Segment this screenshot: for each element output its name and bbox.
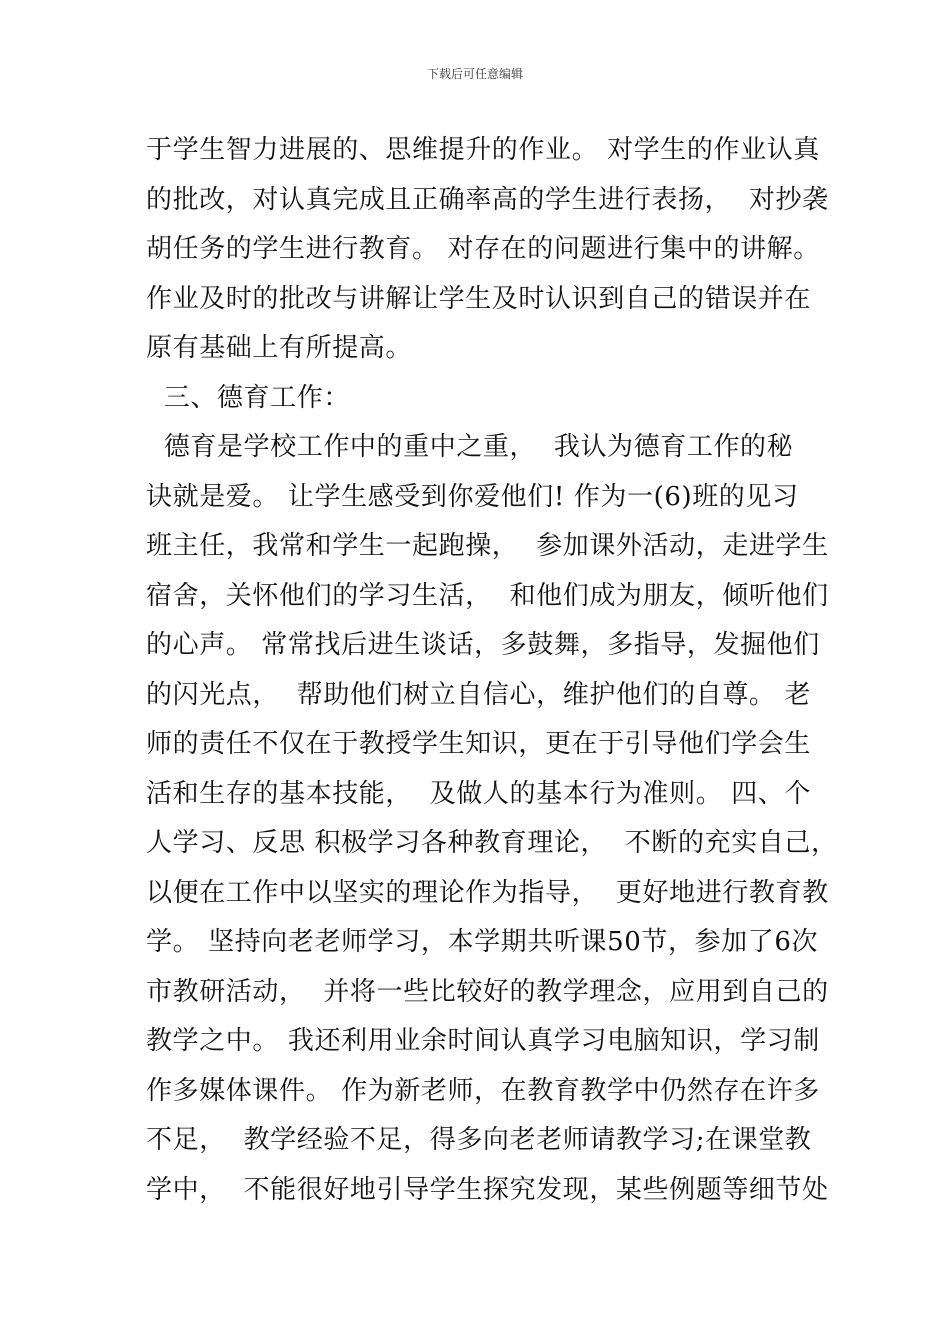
text-line: 教学之中。 我还利用业余时间认真学习电脑知识，学习制 xyxy=(146,1026,820,1056)
text-line: 班主任，我常和学生一起跑操， 参加课外活动，走进学生 xyxy=(146,531,829,561)
text-line: 德育是学校工作中的重中之重， 我认为德育工作的秘 xyxy=(146,432,794,462)
header-note: 下载后可任意编辑 xyxy=(426,67,523,81)
body-text xyxy=(146,126,838,1215)
text-line: 胡任务的学生进行教育。 对存在的问题进行集中的讲解。 xyxy=(146,234,820,264)
text-line: 作多媒体课件。 作为新老师，在教育教学中仍然存在许多 xyxy=(146,1075,820,1106)
text-line: 作业及时的批改与讲解让学生及时认识到自己的错误并在 xyxy=(146,283,812,314)
text-line: 原有基础上有所提高。 xyxy=(146,333,413,363)
text-line: 的心声。 常常找后进生谈话，多鼓舞，多指导，发掘他们 xyxy=(146,630,820,660)
text-line: 师的责任不仅在于教授学生知识，更在于引导他们学会生 xyxy=(146,729,812,759)
text-line: 活和生存的基本技能， 及做人的基本行为准则。 四、个 xyxy=(146,778,811,809)
text-line: 宿舍，关怀他们的学习生活， 和他们成为朋友，倾听他们 xyxy=(146,580,829,611)
text-line: 市教研活动， 并将一些比较好的教学理念，应用到自己的 xyxy=(146,976,829,1007)
text-line: 的批改，对认真完成且正确率高的学生进行表扬， 对抄袭 xyxy=(146,184,829,215)
text-line: 以便在工作中以坚实的理论作为指导， 更好地进行教育教 xyxy=(146,877,829,908)
text-line: 诀就是爱。 让学生感受到你爱他们! 作为一(6)班的见习 xyxy=(146,481,799,512)
text-line: 不足， 教学经验不足，得多向老老师请教学习;在课堂教 xyxy=(146,1125,812,1155)
section-heading: 三、德育工作： xyxy=(146,382,350,413)
text-line: 学。 坚持向老老师学习，本学期共听课50节，参加了6次 xyxy=(146,927,819,957)
text-line: 人学习、反思 积极学习各种教育理论， 不断的充实自己， xyxy=(146,828,838,858)
text-line: 的闪光点， 帮助他们树立自信心，维护他们的自尊。 老 xyxy=(146,679,811,710)
text-line: 于学生智力进展的、思维提升的作业。 对学生的作业认真 xyxy=(146,135,820,165)
text-line: 学中， 不能很好地引导学生探究发现，某些例题等细节处 xyxy=(146,1174,829,1205)
